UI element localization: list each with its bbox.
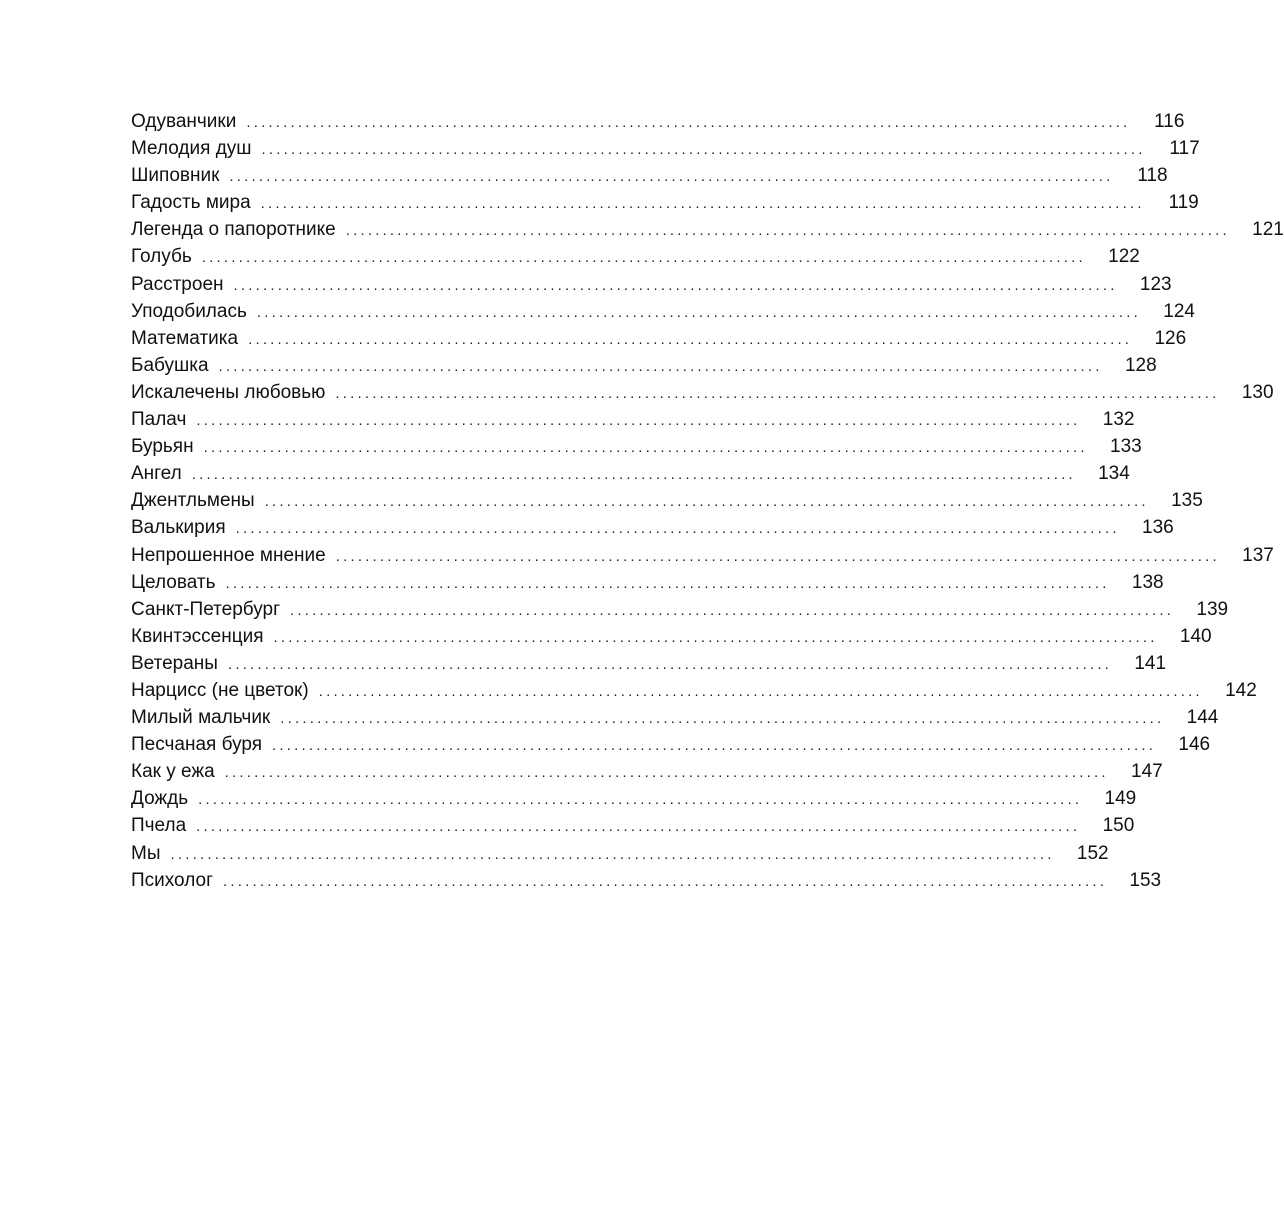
toc-entry-page: 132 (1102, 409, 1135, 431)
dot-leader: ........................................................................................................................ (170, 845, 1055, 863)
dot-leader: ........................................................................................................................ (260, 195, 1145, 213)
dot-leader: ........................................................................................................................ (256, 303, 1141, 321)
toc-entry[interactable] (131, 569, 1164, 596)
toc-entry-page: 135 (1171, 490, 1203, 512)
toc-entry[interactable] (131, 514, 1174, 541)
toc-entry-page: 150 (1102, 815, 1135, 837)
toc-entry-page: 119 (1168, 192, 1199, 214)
toc-entry-page: 136 (1142, 517, 1174, 539)
toc-entry-title: Психолог (131, 869, 214, 891)
toc-entry-title: Санкт-Петербург (131, 598, 281, 620)
toc-entry-page: 137 (1242, 544, 1274, 566)
dot-leader: ........................................................................................................................ (335, 384, 1220, 402)
toc-entry-title: Легенда о папоротнике (131, 219, 336, 241)
dot-leader: ........................................................................................................................ (264, 493, 1149, 511)
toc-entry-title: Квинтэссенция (131, 625, 264, 647)
toc-entry[interactable] (131, 731, 1211, 758)
toc-entry-page: 123 (1139, 273, 1172, 295)
toc-entry-page: 116 (1154, 111, 1185, 132)
toc-entry[interactable] (131, 325, 1187, 352)
toc-entry-page: 146 (1178, 734, 1211, 756)
dot-leader: ........................................................................................................................ (218, 357, 1103, 375)
toc-entry-page: 128 (1124, 354, 1157, 376)
toc-entry[interactable] (131, 243, 1140, 270)
toc-entry[interactable] (131, 677, 1257, 704)
toc-entry-title: Дождь (131, 788, 189, 810)
dot-leader: ........................................................................................................................ (223, 872, 1108, 890)
dot-leader: ........................................................................................................................ (227, 655, 1113, 673)
dot-leader: ........................................................................................................................ (201, 249, 1086, 267)
toc-entry-title: Математика (131, 327, 239, 349)
toc-entry[interactable] (131, 433, 1142, 460)
toc-entry[interactable] (131, 623, 1212, 650)
toc-entry[interactable] (131, 812, 1135, 839)
toc-entry-title: Искалечены любовью (131, 381, 326, 403)
toc-entry[interactable] (131, 216, 1284, 243)
toc-entry-page: 149 (1104, 788, 1137, 810)
toc-entry-page: 126 (1154, 327, 1187, 349)
toc-entry-title: Палач (131, 409, 187, 431)
toc-entry-page: 121 (1252, 219, 1284, 241)
toc-entry-title: Мелодия душ (131, 138, 252, 160)
toc-entry-title: Милый мальчик (131, 707, 271, 729)
dot-leader: ........................................................................................................................ (198, 791, 1083, 809)
toc-entry-title: Ветераны (131, 652, 218, 674)
toc-entry[interactable] (131, 379, 1274, 406)
dot-leader: ........................................................................................................................ (246, 114, 1131, 131)
toc-entry-title: Джентльмены (131, 490, 255, 512)
toc-entry-page: 134 (1098, 463, 1130, 485)
toc-entry-title: Голубь (131, 246, 192, 268)
toc-entry[interactable] (131, 271, 1172, 298)
toc-entry-title: Одуванчики (131, 111, 237, 132)
toc-entry-page: 122 (1108, 246, 1140, 268)
toc-entry-title: Валькирия (131, 517, 226, 539)
toc-entry[interactable] (131, 135, 1200, 162)
toc-entry-page: 133 (1110, 436, 1142, 458)
toc-entry-page: 130 (1241, 381, 1274, 403)
toc-entry[interactable] (131, 406, 1135, 433)
toc-entry-title: Гадость мира (131, 192, 251, 214)
toc-entry-page: 147 (1131, 761, 1163, 783)
toc-entry[interactable] (131, 162, 1168, 189)
toc-entry-title: Как у ежа (131, 761, 215, 783)
toc-entry-title: Расстроен (131, 273, 224, 295)
toc-entry-title: Песчаная буря (131, 734, 262, 756)
dot-leader: ........................................................................................................................ (345, 222, 1230, 240)
toc-entry-title: Целовать (131, 571, 216, 593)
toc-entry-title: Бабушка (131, 354, 209, 376)
toc-entry-page: 118 (1137, 165, 1168, 187)
dot-leader: ........................................................................................................................ (225, 574, 1110, 592)
toc-entry-page: 142 (1225, 679, 1257, 701)
dot-leader: ........................................................................................................................ (196, 412, 1081, 430)
dot-leader: ........................................................................................................................ (229, 168, 1114, 186)
dot-leader: ........................................................................................................................ (233, 276, 1118, 294)
toc-entry[interactable] (131, 487, 1203, 514)
dot-leader: ........................................................................................................................ (191, 466, 1076, 484)
toc-entry-page: 139 (1196, 598, 1229, 620)
toc-entry-title: Пчела (131, 815, 187, 837)
dot-leader: ........................................................................................................................ (273, 628, 1158, 646)
dot-leader: ........................................................................................................................ (203, 439, 1088, 457)
toc-entry[interactable] (131, 840, 1109, 867)
dot-leader: ........................................................................................................................ (335, 547, 1220, 565)
toc-entry-page: 117 (1169, 138, 1200, 160)
toc-entry-title: Нарцисс (не цветок) (131, 679, 309, 701)
toc-entry-title: Шиповник (131, 165, 220, 187)
dot-leader: ........................................................................................................................ (248, 330, 1133, 348)
dot-leader: ........................................................................................................................ (224, 764, 1109, 782)
toc-entry[interactable] (131, 785, 1137, 812)
dot-leader: ........................................................................................................................ (261, 141, 1146, 159)
toc-entry-title: Ангел (131, 463, 182, 485)
toc-entry-page: 141 (1134, 652, 1167, 674)
dot-leader: ........................................................................................................................ (196, 818, 1081, 836)
table-of-contents (131, 108, 1284, 894)
toc-entry-page: 140 (1179, 625, 1212, 647)
toc-entry-page: 153 (1129, 869, 1162, 891)
toc-entry-title: Мы (131, 842, 161, 864)
toc-entry[interactable] (131, 108, 1185, 135)
toc-entry[interactable] (131, 867, 1162, 894)
toc-entry[interactable] (131, 542, 1274, 569)
toc-entry-title: Бурьян (131, 436, 194, 458)
toc-entry[interactable] (131, 460, 1130, 487)
toc-entry[interactable] (131, 298, 1195, 325)
toc-entry[interactable] (131, 352, 1157, 379)
toc-entry-title: Непрошенное мнение (131, 544, 326, 566)
toc-entry[interactable] (131, 758, 1163, 785)
toc-entry-title: Уподобилась (131, 300, 247, 322)
dot-leader: ........................................................................................................................ (318, 682, 1203, 700)
dot-leader: ........................................................................................................................ (235, 520, 1120, 538)
toc-entry-page: 144 (1186, 707, 1219, 729)
toc-entry-page: 138 (1131, 571, 1164, 593)
toc-entry-page: 152 (1076, 842, 1109, 864)
toc-entry[interactable] (131, 596, 1229, 623)
toc-entry[interactable] (131, 650, 1167, 677)
toc-entry[interactable] (131, 189, 1199, 216)
toc-entry[interactable] (131, 704, 1219, 731)
dot-leader: ........................................................................................................................ (290, 601, 1175, 619)
dot-leader: ........................................................................................................................ (272, 737, 1157, 755)
dot-leader: ........................................................................................................................ (280, 710, 1165, 728)
toc-entry-page: 124 (1163, 300, 1195, 322)
